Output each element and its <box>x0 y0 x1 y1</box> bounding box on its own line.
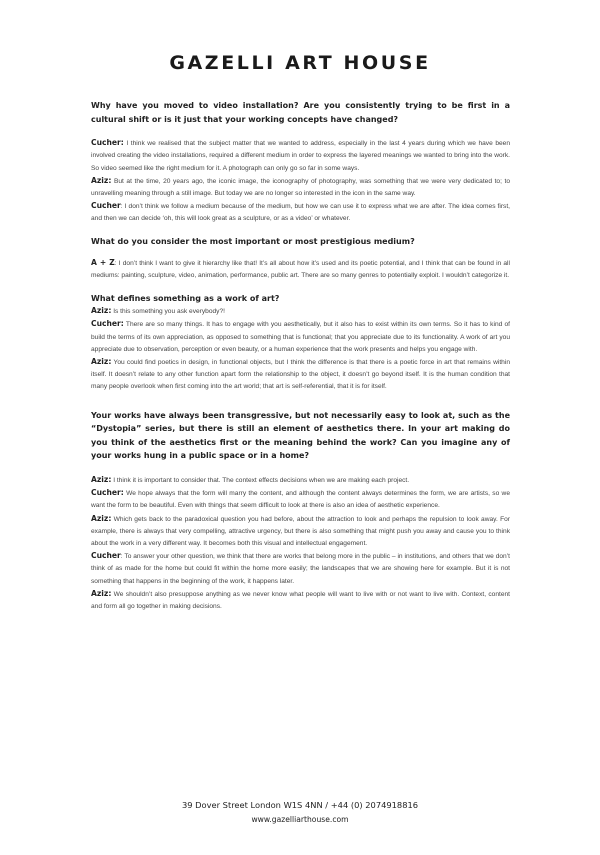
answer-paragraph <box>91 588 510 613</box>
answer-text: We shouldn’t also presuppose anything as we never know what people will want to live with or not want to live with. Context, content and form all go together in making decisions. <box>91 590 510 611</box>
answer-paragraph <box>91 318 510 356</box>
answer-text: : I don’t think we follow a medium because of the medium, but how we can use it to express what we are after. The idea comes first, and then we can decide ‘oh, this will look great as a sculpture, or as a video’ or whatever. <box>91 203 510 223</box>
question: Your works have always been transgressive, but not necessarily easy to look at, such as the “Dystopia” series, but there is still an element of aesthetics there. In your art making do you think of the aesthetics first or the meaning behind the work? Can you imagine any of your works hung in a public space or in a home? <box>91 410 510 461</box>
speaker-name: Aziz: <box>91 357 112 367</box>
speaker-name: Aziz: <box>91 475 112 484</box>
brand-header: GAZELLI ART HOUSE <box>169 52 431 74</box>
question: What do you consider the most important or most prestigious medium? <box>91 236 415 246</box>
speaker-name: Cucher <box>91 551 121 561</box>
answer-paragraph <box>91 305 510 318</box>
question: What defines something as a work of art? <box>91 293 280 303</box>
answer-paragraph <box>91 487 510 512</box>
speaker-name: Cucher: <box>91 488 124 498</box>
answer-text: There are so many things. It has to engage with you aesthetically, but it also has to exist within its own terms. So it has to kind of build the terms of its own appreciation, as opposed to something that is functional; that you appreciate due to its functionality. A work of art you appreciate due to observation, perception or even beauty, or a human experience that the work presents and helps you engage with. <box>91 321 510 353</box>
answer-paragraph <box>91 356 510 394</box>
footer-address: 39 Dover Street London W1S 4NN / +44 (0) 2074918816 <box>181 800 419 810</box>
answer-paragraph <box>91 200 510 225</box>
answer-text: : I don’t think I want to give it hierarchy like that! It’s all about how it’s used and its poetic potential, and I think that can be found in all mediums: painting, sculpture, video, animation, performance, public art. There are so many genres to potentially exploit. I wouldn’t categorize it. <box>91 260 510 280</box>
question: Why have you moved to video installation? Are you consistently trying to be first in a cultural shift or is it just that your working concepts have changed? <box>91 101 510 124</box>
answer-text: : To answer your other question, we think that there are works that belong more in the public – in institutions, and others that we don’t think of as made for the home but could fit within the home more easily; the landscapes that we are showing here for example. But it is not something that happens in the beginning of the work, it happens later. <box>91 553 510 585</box>
speaker-name: Cucher: <box>91 138 124 148</box>
answer-paragraph <box>91 474 510 487</box>
footer-website-link[interactable]: www.gazelliarthouse.com <box>251 815 349 824</box>
answer-text: I think we realised that the subject matter that we wanted to address, especially in the last 4 years during which we have been involved creating the video installations, required a different medium in order to express the layered meanings we wanted to bring into the work. So video seemed like the right medium for it. A photograph can only go so far in some ways. <box>91 140 510 172</box>
answer-text: We hope always that the form will marry the content, and although the content always determines the form, we are artists, so we want the form to be beautiful. Even with things that seem difficult to look at there is also an idea of aesthetic experience. <box>91 490 510 510</box>
answer-text: Which gets back to the paradoxical question you had before, about the attraction to look and perhaps the repulsion to look away. For example, there is always that very compelling, attractive urgency, but there is also something that might push you away and cause you to think about the work in a very different way. It becomes both this visual and intellectual engagement. <box>91 515 510 548</box>
interview-body <box>91 99 510 613</box>
speaker-name: Cucher <box>91 201 121 211</box>
speaker-name: Aziz: <box>91 588 112 598</box>
answer-text: Is this something you ask everybody?! <box>111 308 225 316</box>
answer-paragraph <box>91 550 510 588</box>
answer-paragraph <box>91 175 510 200</box>
answer-text: You could find poetics in design, in functional objects, but I think the difference is that there is a poetic force in art that remains within itself. It doesn’t relate to any other function apart form the relationship to the object, it doesn’t go beyond itself. It is the human condition that many people overlook when first coming into the art world; that art is self-referential, that it is for itself. <box>91 359 510 391</box>
answer-text: I think it is important to consider that. The context effects decisions when we are making each project. <box>111 477 410 484</box>
answer-paragraph <box>91 513 510 551</box>
answer-paragraph <box>91 137 510 175</box>
speaker-name: Aziz: <box>91 175 112 185</box>
speaker-name: Aziz: <box>91 513 112 523</box>
speaker-name: Cucher: <box>91 319 124 329</box>
answer-text: But at the time, 20 years ago, the iconic image, the iconography of photography, was something that we were very dedicated to; to unravelling meaning through a still image. But today we are no longer so interested in the icon in the same way. <box>91 177 510 197</box>
speaker-name: A + Z <box>91 258 115 268</box>
speaker-name: Aziz: <box>91 306 112 316</box>
answer-paragraph <box>91 257 510 282</box>
